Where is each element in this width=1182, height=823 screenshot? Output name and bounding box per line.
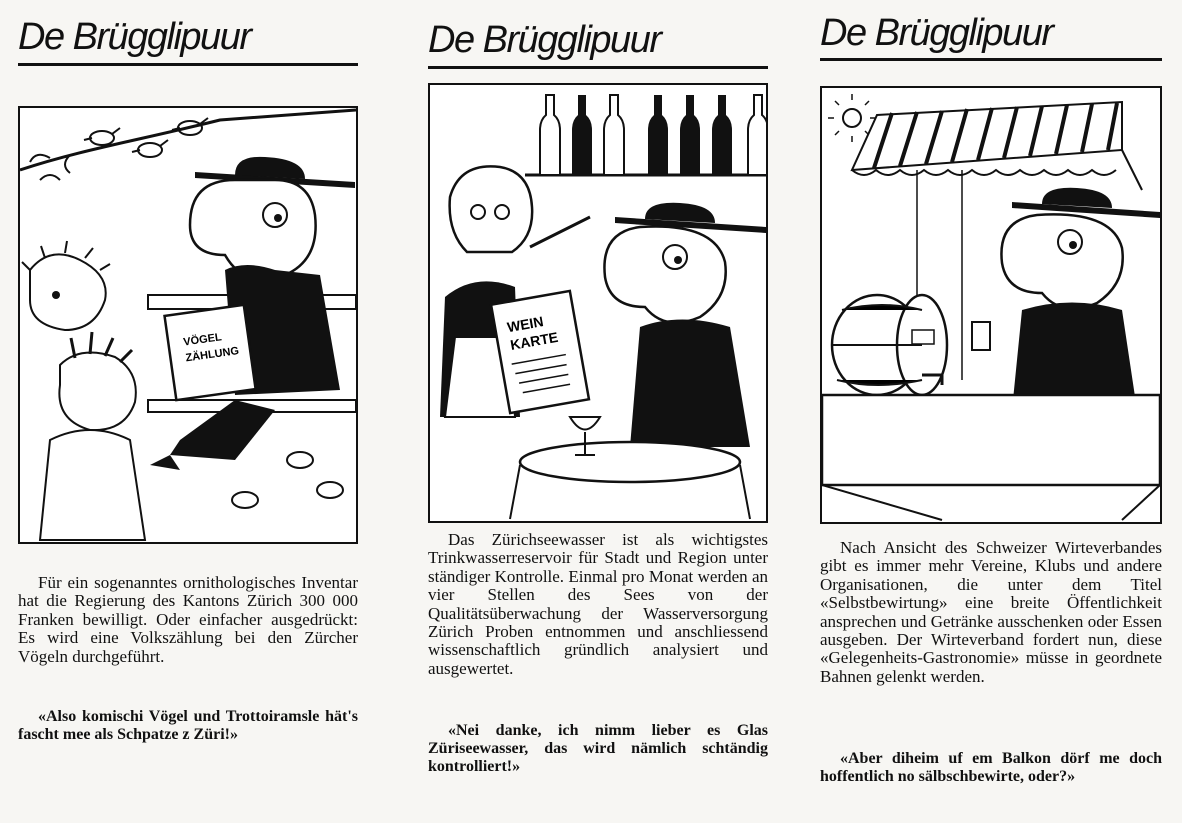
quote-text: «Also komischi Vögel und Trottoiramsle hät's fascht mee als Schpatze z Züri!» (18, 708, 358, 743)
farmer-character (604, 203, 766, 447)
wine-list-sign (491, 291, 589, 413)
article-text: Nach Ansicht des Schweizer Wirteverbandes gibt es immer mehr Vereine, Klubs und andere Organisationen, die unter dem Titel «Selbstbewirtung» eine breite Öffentlichkeit ansprechen und Getränke ausschenken oder Essen ausgeben. Der Wirteverband fordert nun, diese «Gelegenheits-Gastronomie» müsse in geordnete Bahnen gelenkt werden. (820, 538, 1162, 686)
strip-title: De Brügglipuur (428, 19, 661, 61)
cartoon-balcony (822, 88, 1160, 522)
awning (852, 102, 1142, 190)
cartoon-panel (428, 83, 768, 523)
bird-icon (232, 492, 258, 508)
sign-line-1: VÖGEL (182, 331, 223, 349)
title-rule (428, 66, 768, 69)
title-rule (820, 58, 1162, 61)
leaves (30, 155, 70, 180)
sign-line-2: KARTE (508, 328, 560, 353)
article-text: Das Zürichseewasser ist als wichtigstes Trinkwasserreservoir für Stadt und Region unter ständiger Kontrolle. Einmal pro Monat werden an vier Stellen des Sees von der Qualitätsüberwachung der Wasserversorgung Zürich Proben entnommen und anschliessend wissenschaftlich gründlich analysiert und ausgewertet. (428, 530, 768, 678)
barrel-icon (832, 295, 947, 395)
strip-title: De Brügglipuur (820, 12, 1053, 54)
quote-text: «Aber diheim uf em Balkon dörf me doch hoffentlich no sälbschbewirte, oder?» (820, 750, 1162, 785)
punk-man (40, 332, 145, 540)
cartoon-bird-count (20, 108, 356, 542)
table (520, 442, 740, 482)
sign-line-2: ZÄHLUNG (184, 345, 240, 365)
bird-icon (132, 140, 168, 157)
cartoon-restaurant (430, 85, 766, 521)
title-rule (18, 63, 358, 66)
bird-icon (84, 128, 120, 145)
article-text: Für ein sogenanntes ornithologisches Inventar hat die Regierung des Kantons Zürich 300 000 Franken bewilligt. Oder einfacher ausgedrückt: Es wird eine Volkszählung bei den Zürcher Vögeln durchgeführt. (18, 573, 358, 666)
beer-glass-icon (972, 322, 990, 350)
wine-bottles (540, 95, 766, 175)
tree-branch (20, 110, 356, 170)
bird-icon (317, 482, 343, 498)
punk-woman (22, 241, 110, 330)
strip-title: De Brügglipuur (18, 16, 251, 58)
cartoon-panel (820, 86, 1162, 524)
sign-line-1: WEIN (505, 313, 545, 336)
bird-icon (287, 452, 313, 468)
farmer-character (972, 188, 1160, 410)
quote-text: «Nei danke, ich nimm lieber es Glas Züriseewasser, das wird nämlich schtändig kontrolliert!» (428, 722, 768, 775)
balcony-railing (822, 395, 1160, 485)
cartoon-panel (18, 106, 358, 544)
vogel-zaehlung-sign (165, 305, 256, 400)
